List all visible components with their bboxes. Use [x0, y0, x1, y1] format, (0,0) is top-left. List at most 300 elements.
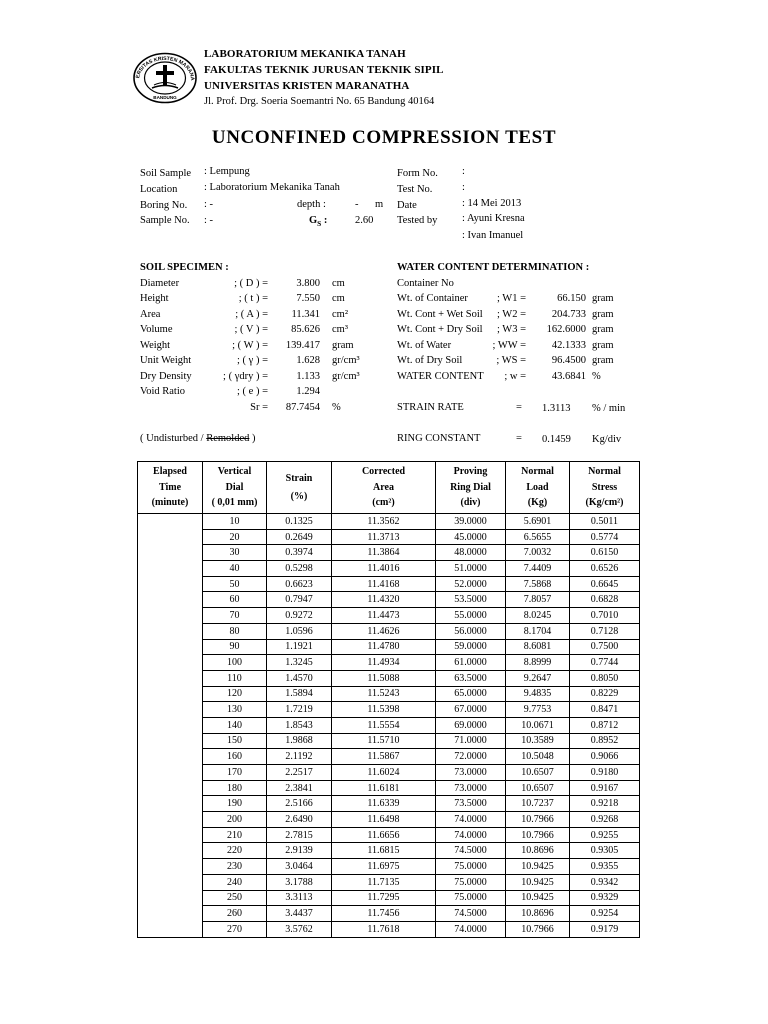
- table-cell: 0.5298: [267, 561, 332, 577]
- specimen-unit: gram: [332, 340, 354, 351]
- specimen-symbol: ; ( D ) =: [234, 278, 268, 289]
- soil-sample-label: Soil Sample: [140, 168, 192, 179]
- table-cell: 63.5000: [436, 670, 506, 686]
- header-line: Elapsed: [153, 466, 187, 478]
- table-row: [138, 780, 640, 796]
- table-header-cell: [436, 462, 506, 514]
- logo-bottom-text: BANDUNG: [153, 95, 177, 100]
- table-cell: 48.0000: [436, 545, 506, 561]
- table-cell: [138, 576, 203, 592]
- table-cell: 10.8696: [506, 843, 570, 859]
- table-cell: 56.0000: [436, 623, 506, 639]
- table-cell: 0.9255: [570, 827, 640, 843]
- table-cell: 0.9066: [570, 749, 640, 765]
- strain-rate-eq: =: [516, 402, 522, 413]
- table-cell: 65.0000: [436, 686, 506, 702]
- table-cell: [138, 874, 203, 890]
- specimen-symbol: ; ( γdry ) =: [223, 371, 268, 382]
- table-cell: 9.4835: [506, 686, 570, 702]
- specimen-value: 1.628: [296, 355, 320, 366]
- table-cell: 11.6498: [332, 812, 436, 828]
- specimen-unit: cm²: [332, 309, 348, 320]
- table-row: [138, 561, 640, 577]
- table-cell: 0.9305: [570, 843, 640, 859]
- location-value: : Laboratorium Mekanika Tanah: [204, 182, 340, 193]
- table-cell: 11.3864: [332, 545, 436, 561]
- table-cell: [138, 655, 203, 671]
- table-cell: 1.9868: [267, 733, 332, 749]
- table-cell: 7.0032: [506, 545, 570, 561]
- header-line: Strain: [285, 473, 313, 484]
- table-header-cell: [506, 462, 570, 514]
- header-line: Area: [373, 481, 394, 493]
- water-unit: gram: [592, 355, 614, 366]
- table-cell: 0.9179: [570, 921, 640, 937]
- table-cell: 120: [203, 686, 267, 702]
- table-cell: 170: [203, 765, 267, 781]
- table-row: [138, 655, 640, 671]
- table-cell: [138, 765, 203, 781]
- header-line: Stress: [591, 481, 618, 493]
- header-address: Jl. Prof. Drg. Soeria Soemantri No. 65 Bandung 40164: [204, 96, 435, 107]
- table-cell: 240: [203, 874, 267, 890]
- table-cell: 2.2517: [267, 765, 332, 781]
- water-symbol: ; WW =: [492, 340, 526, 351]
- table-cell: 74.0000: [436, 812, 506, 828]
- table-header-cell: [332, 462, 436, 514]
- water-unit: gram: [592, 293, 614, 304]
- gs-label: $G_S$ :: [309, 215, 328, 229]
- table-cell: 73.0000: [436, 780, 506, 796]
- table-cell: 10.7966: [506, 921, 570, 937]
- table-row: [138, 670, 640, 686]
- water-value: 42.1333: [551, 340, 586, 351]
- ring-constant-label: RING CONSTANT: [397, 433, 481, 444]
- header-line: Corrected: [361, 466, 406, 478]
- table-cell: 55.0000: [436, 608, 506, 624]
- table-cell: 11.5867: [332, 749, 436, 765]
- table-cell: 45.0000: [436, 529, 506, 545]
- specimen-symbol: ; ( A ) =: [235, 309, 268, 320]
- table-cell: 73.0000: [436, 765, 506, 781]
- header-line: (Kg): [527, 497, 548, 509]
- specimen-label: Weight: [140, 340, 171, 351]
- water-unit: gram: [592, 309, 614, 320]
- depth-value: -: [355, 199, 359, 210]
- specimen-label: Diameter: [140, 278, 180, 289]
- header-line: (div): [460, 497, 481, 509]
- table-cell: 20: [203, 529, 267, 545]
- header-line: Normal: [588, 466, 621, 478]
- table-cell: [138, 812, 203, 828]
- specimen-symbol: ; ( γ ) =: [237, 355, 268, 366]
- table-row: [138, 592, 640, 608]
- table-cell: 220: [203, 843, 267, 859]
- table-row: [138, 686, 640, 702]
- table-cell: 0.6623: [267, 576, 332, 592]
- table-cell: 180: [203, 780, 267, 796]
- header-line: Proving: [453, 466, 488, 478]
- table-cell: 210: [203, 827, 267, 843]
- table-cell: 0.8471: [570, 702, 640, 718]
- specimen-value: 87.7454: [285, 402, 320, 413]
- tested-value-1: : Ayuni Kresna: [462, 213, 525, 224]
- water-label: Wt. of Water: [397, 340, 452, 351]
- table-cell: 59.0000: [436, 639, 506, 655]
- table-cell: 71.0000: [436, 733, 506, 749]
- table-cell: [138, 796, 203, 812]
- water-symbol: ; WS =: [496, 355, 526, 366]
- water-value: 162.6000: [546, 324, 586, 335]
- table-cell: 11.6815: [332, 843, 436, 859]
- sample-value: : -: [204, 215, 214, 226]
- table-cell: 50: [203, 576, 267, 592]
- header-line: Time: [158, 481, 182, 493]
- specimen-symbol: ; ( t ) =: [238, 293, 268, 304]
- date-label: Date: [397, 200, 417, 211]
- table-cell: 11.6024: [332, 765, 436, 781]
- table-cell: [138, 545, 203, 561]
- table-cell: 0.7744: [570, 655, 640, 671]
- table-cell: 72.0000: [436, 749, 506, 765]
- table-row: [138, 576, 640, 592]
- table-cell: [138, 623, 203, 639]
- compression-data-table: [137, 461, 640, 938]
- undisturbed-note: ( Undisturbed / Remolded ): [140, 433, 256, 444]
- ring-constant-value: 0.1459: [542, 434, 571, 445]
- table-cell: 11.4780: [332, 639, 436, 655]
- water-symbol: ; W1 =: [496, 293, 526, 304]
- table-row: [138, 859, 640, 875]
- boring-value: : -: [204, 199, 214, 210]
- table-cell: 10.9425: [506, 874, 570, 890]
- table-cell: 1.1921: [267, 639, 332, 655]
- tested-label: Tested by: [397, 215, 438, 226]
- table-cell: 8.6081: [506, 639, 570, 655]
- table-cell: 11.6339: [332, 796, 436, 812]
- header-line: (minute): [151, 497, 189, 509]
- test-label: Test No.: [397, 184, 433, 195]
- specimen-value: 139.417: [285, 340, 320, 351]
- container-label: Container No: [397, 278, 454, 289]
- table-cell: 1.0596: [267, 623, 332, 639]
- table-cell: 74.0000: [436, 921, 506, 937]
- table-cell: 110: [203, 670, 267, 686]
- water-value: 43.6841: [551, 371, 586, 382]
- table-cell: 11.3562: [332, 514, 436, 530]
- strain-rate-label: STRAIN RATE: [397, 402, 464, 413]
- table-cell: 3.0464: [267, 859, 332, 875]
- table-cell: 0.8229: [570, 686, 640, 702]
- sample-label: Sample No.: [140, 215, 190, 226]
- header-line: Dial: [225, 481, 244, 493]
- header-line: (%): [290, 490, 308, 502]
- table-cell: [138, 514, 203, 530]
- table-cell: [138, 592, 203, 608]
- header-university: UNIVERSITAS KRISTEN MARANATHA: [204, 80, 410, 92]
- table-cell: [138, 780, 203, 796]
- table-row: [138, 812, 640, 828]
- table-cell: 0.8712: [570, 717, 640, 733]
- table-row: [138, 529, 640, 545]
- specimen-unit: cm: [332, 278, 345, 289]
- table-cell: 2.9139: [267, 843, 332, 859]
- table-cell: 0.9254: [570, 906, 640, 922]
- table-cell: 160: [203, 749, 267, 765]
- table-cell: 52.0000: [436, 576, 506, 592]
- table-cell: 270: [203, 921, 267, 937]
- table-cell: 8.1704: [506, 623, 570, 639]
- table-cell: 2.7815: [267, 827, 332, 843]
- page-title: UNCONFINED COMPRESSION TEST: [211, 127, 557, 148]
- table-cell: 0.9268: [570, 812, 640, 828]
- table-cell: 0.2649: [267, 529, 332, 545]
- header-lab-name: LABORATORIUM MEKANIKA TANAH: [204, 48, 406, 60]
- specimen-heading: SOIL SPECIMEN :: [140, 262, 229, 273]
- table-cell: [138, 561, 203, 577]
- test-value: :: [462, 182, 465, 193]
- table-row: [138, 702, 640, 718]
- table-cell: 7.5868: [506, 576, 570, 592]
- table-row: [138, 906, 640, 922]
- table-cell: 10.9425: [506, 890, 570, 906]
- location-label: Location: [140, 184, 178, 195]
- table-cell: 10.7966: [506, 812, 570, 828]
- table-cell: [138, 639, 203, 655]
- water-symbol: ; W3 =: [496, 324, 526, 335]
- table-cell: 8.8999: [506, 655, 570, 671]
- table-cell: 10: [203, 514, 267, 530]
- table-cell: 2.1192: [267, 749, 332, 765]
- table-row: [138, 843, 640, 859]
- soil-sample-value: : Lempung: [204, 166, 250, 177]
- table-cell: 11.7135: [332, 874, 436, 890]
- table-cell: 250: [203, 890, 267, 906]
- table-cell: 11.5554: [332, 717, 436, 733]
- table-cell: 10.7237: [506, 796, 570, 812]
- table-cell: [138, 670, 203, 686]
- table-cell: [138, 890, 203, 906]
- table-cell: 0.1325: [267, 514, 332, 530]
- table-cell: 75.0000: [436, 890, 506, 906]
- table-cell: 0.7010: [570, 608, 640, 624]
- table-cell: 190: [203, 796, 267, 812]
- table-cell: 9.2647: [506, 670, 570, 686]
- specimen-symbol: Sr =: [250, 402, 268, 413]
- water-label: WATER CONTENT: [397, 371, 484, 382]
- water-symbol: ; w =: [504, 371, 526, 382]
- table-cell: 230: [203, 859, 267, 875]
- boring-label: Boring No.: [140, 200, 188, 211]
- table-cell: 74.5000: [436, 906, 506, 922]
- table-row: [138, 874, 640, 890]
- table-row: [138, 796, 640, 812]
- table-cell: 0.9218: [570, 796, 640, 812]
- header-faculty: FAKULTAS TEKNIK JURUSAN TEKNIK SIPIL: [204, 64, 444, 76]
- table-cell: 2.5166: [267, 796, 332, 812]
- table-cell: 80: [203, 623, 267, 639]
- ring-constant-eq: =: [516, 433, 522, 444]
- table-row: [138, 733, 640, 749]
- table-row: [138, 921, 640, 937]
- table-cell: 53.5000: [436, 592, 506, 608]
- table-row: [138, 545, 640, 561]
- table-row: [138, 890, 640, 906]
- table-header-cell: [267, 462, 332, 514]
- table-cell: 11.7618: [332, 921, 436, 937]
- table-cell: [138, 906, 203, 922]
- header-line: Load: [526, 481, 549, 493]
- header-line: ( 0,01 mm): [211, 497, 258, 509]
- table-cell: 1.8543: [267, 717, 332, 733]
- table-cell: [138, 608, 203, 624]
- strain-rate-value: 1.3113: [542, 403, 571, 414]
- specimen-symbol: ; ( e ) =: [237, 386, 268, 397]
- ring-constant-unit: Kg/div: [592, 434, 622, 445]
- water-value: 204.733: [551, 309, 586, 320]
- table-cell: 260: [203, 906, 267, 922]
- table-cell: 74.5000: [436, 843, 506, 859]
- table-cell: 30: [203, 545, 267, 561]
- table-cell: 51.0000: [436, 561, 506, 577]
- table-cell: 70: [203, 608, 267, 624]
- water-label: Wt. Cont + Dry Soil: [397, 324, 483, 335]
- table-cell: [138, 702, 203, 718]
- table-cell: [138, 529, 203, 545]
- table-cell: 7.8057: [506, 592, 570, 608]
- table-cell: [138, 843, 203, 859]
- table-cell: 3.5762: [267, 921, 332, 937]
- table-cell: 11.4016: [332, 561, 436, 577]
- table-cell: 11.4934: [332, 655, 436, 671]
- table-cell: 11.4626: [332, 623, 436, 639]
- specimen-label: Area: [140, 309, 161, 320]
- table-cell: 11.6181: [332, 780, 436, 796]
- table-cell: 0.9355: [570, 859, 640, 875]
- water-label: Wt. Cont + Wet Soil: [397, 309, 483, 320]
- table-cell: 0.7128: [570, 623, 640, 639]
- tested-value-2: : Ivan Imanuel: [462, 230, 524, 241]
- table-cell: 10.9425: [506, 859, 570, 875]
- table-row: [138, 717, 640, 733]
- table-row: [138, 765, 640, 781]
- table-header-cell: [138, 462, 203, 514]
- table-cell: 0.7947: [267, 592, 332, 608]
- water-unit: gram: [592, 324, 614, 335]
- specimen-unit: gr/cm³: [332, 355, 360, 366]
- table-cell: 3.4437: [267, 906, 332, 922]
- strain-rate-unit: % / min: [592, 403, 626, 414]
- table-cell: 150: [203, 733, 267, 749]
- table-cell: [138, 749, 203, 765]
- specimen-value: 7.550: [296, 293, 320, 304]
- table-cell: [138, 827, 203, 843]
- table-cell: 3.1788: [267, 874, 332, 890]
- water-label: Wt. of Dry Soil: [397, 355, 463, 366]
- table-cell: 0.6150: [570, 545, 640, 561]
- specimen-unit: %: [332, 402, 341, 413]
- specimen-symbol: ; ( W ) =: [232, 340, 268, 351]
- depth-unit: m: [375, 199, 384, 210]
- table-cell: [138, 717, 203, 733]
- table-cell: 0.8952: [570, 733, 640, 749]
- table-cell: 11.4320: [332, 592, 436, 608]
- specimen-symbol: ; ( V ) =: [234, 324, 268, 335]
- table-cell: 69.0000: [436, 717, 506, 733]
- table-cell: 0.9329: [570, 890, 640, 906]
- table-cell: 40: [203, 561, 267, 577]
- table-cell: 130: [203, 702, 267, 718]
- specimen-label: Height: [140, 293, 169, 304]
- table-cell: 11.4473: [332, 608, 436, 624]
- table-cell: [138, 733, 203, 749]
- table-row: [138, 639, 640, 655]
- table-cell: 0.5774: [570, 529, 640, 545]
- table-cell: 2.6490: [267, 812, 332, 828]
- table-cell: 11.4168: [332, 576, 436, 592]
- table-cell: 0.7500: [570, 639, 640, 655]
- table-cell: 6.5655: [506, 529, 570, 545]
- form-label: Form No.: [397, 168, 438, 179]
- header-line: Normal: [521, 466, 554, 478]
- table-cell: 11.7456: [332, 906, 436, 922]
- header-line: (Kg/cm²): [585, 497, 624, 509]
- form-value: :: [462, 166, 465, 177]
- header-line: Ring Dial: [450, 481, 491, 493]
- table-cell: 1.7219: [267, 702, 332, 718]
- university-logo: [132, 52, 198, 104]
- table-cell: 74.0000: [436, 827, 506, 843]
- table-cell: 0.6828: [570, 592, 640, 608]
- table-cell: 75.0000: [436, 859, 506, 875]
- table-cell: 140: [203, 717, 267, 733]
- table-cell: 0.9180: [570, 765, 640, 781]
- table-cell: 10.3589: [506, 733, 570, 749]
- table-cell: [138, 921, 203, 937]
- table-cell: 0.9342: [570, 874, 640, 890]
- table-cell: [138, 686, 203, 702]
- table-cell: 75.0000: [436, 874, 506, 890]
- header-line: (cm²): [372, 497, 395, 509]
- water-unit: gram: [592, 340, 614, 351]
- depth-label: depth :: [297, 199, 326, 210]
- table-cell: 67.0000: [436, 702, 506, 718]
- table-cell: 11.3713: [332, 529, 436, 545]
- table-cell: 1.3245: [267, 655, 332, 671]
- table-cell: 11.7295: [332, 890, 436, 906]
- table-cell: [138, 859, 203, 875]
- table-row: [138, 623, 640, 639]
- water-unit: %: [592, 371, 601, 382]
- specimen-value: 85.626: [291, 324, 320, 335]
- table-cell: 5.6901: [506, 514, 570, 530]
- table-cell: 0.8050: [570, 670, 640, 686]
- table-row: [138, 608, 640, 624]
- specimen-label: Unit Weight: [140, 355, 192, 366]
- water-value: 66.150: [557, 293, 586, 304]
- table-cell: 11.5243: [332, 686, 436, 702]
- table-cell: 7.4409: [506, 561, 570, 577]
- table-cell: 0.5011: [570, 514, 640, 530]
- table-cell: 60: [203, 592, 267, 608]
- table-cell: 39.0000: [436, 514, 506, 530]
- table-header-cell: [203, 462, 267, 514]
- table-header-row: [138, 462, 640, 514]
- date-value: : 14 Mei 2013: [462, 198, 522, 209]
- table-cell: 1.4570: [267, 670, 332, 686]
- table-cell: 9.7753: [506, 702, 570, 718]
- table-row: [138, 827, 640, 843]
